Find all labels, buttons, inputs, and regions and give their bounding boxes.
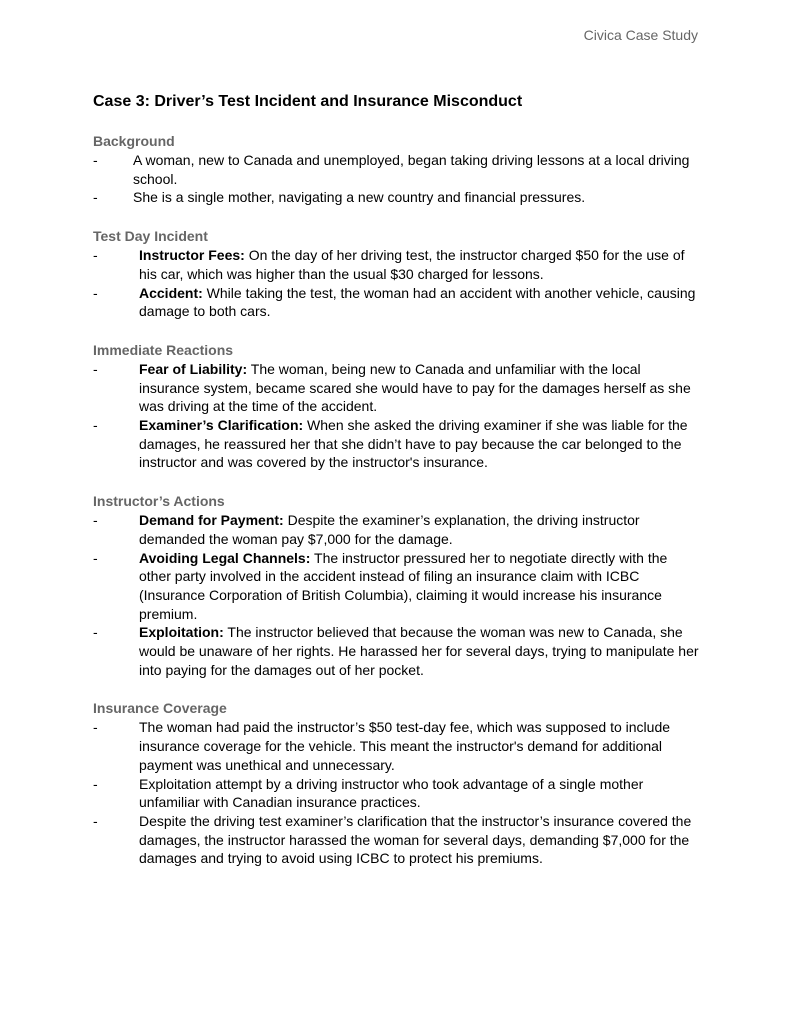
bullet-dash: - xyxy=(93,549,98,566)
page-header-label: Civica Case Study xyxy=(583,27,698,43)
item-text: The instructor believed that because the woman was new to Canada, she would be unaware of her rights. He harassed her for several days, trying to manipulate her into paying for the damages out of her pocket. xyxy=(139,624,699,678)
item-text: Despite the driving test examiner’s clarification that the instructor’s insurance covered the damages, the instructor harassed the woman for several days, demanding $7,000 for the damages and trying to avoid using ICBC to protect his premiums. xyxy=(139,812,692,867)
page-title: Case 3: Driver’s Test Incident and Insurance Misconduct xyxy=(93,93,523,110)
bullet-dash: - xyxy=(93,284,98,301)
item-text: The woman, being new to Canada and unfamiliar with the local insurance system, became scared she would have to pay for the damages herself as she was driving at the time of the accident. xyxy=(139,360,691,415)
list-item xyxy=(93,246,701,283)
item-text: A woman, new to Canada and unemployed, began taking driving lessons at a local driving school. xyxy=(133,152,690,187)
section-immediate-reactions xyxy=(93,341,701,472)
section-test-day-incident xyxy=(93,227,701,321)
item-label: Demand for Payment: xyxy=(139,512,284,529)
item-label: Instructor Fees: xyxy=(139,247,245,264)
document-body xyxy=(93,92,701,868)
bullet-dash: - xyxy=(93,624,98,641)
section-heading: Background xyxy=(93,133,175,149)
bullet-dash: - xyxy=(93,360,98,377)
list-item xyxy=(93,775,701,812)
item-text: When she asked the driving examiner if she was liable for the damages, he reassured her that she didn’t have to pay because the car belonged to the instructor and was covered by the instructor's insurance. xyxy=(139,417,688,471)
bullet-list xyxy=(93,718,701,868)
item-text: The instructor pressured her to negotiate directly with the other party involved in the accident instead of filing an insurance claim with ICBC (Insurance Corporation of British Columbia), claiming it would increase his insurance premium. xyxy=(139,549,668,622)
list-item xyxy=(93,360,701,416)
list-item xyxy=(93,188,701,207)
list-item xyxy=(93,284,701,321)
item-text: On the day of her driving test, the instructor charged $50 for the use of his car, which was higher than the usual $30 charged for lessons. xyxy=(139,247,685,282)
bullet-list xyxy=(93,511,701,679)
section-heading: Insurance Coverage xyxy=(93,700,227,717)
item-label: Accident: xyxy=(139,284,203,301)
bullet-list xyxy=(93,246,701,321)
bullet-list xyxy=(93,151,701,207)
item-text: Exploitation attempt by a driving instructor who took advantage of a single mother unfamiliar with Canadian insurance practices. xyxy=(139,775,644,811)
bullet-dash: - xyxy=(93,417,98,434)
section-insurance-coverage xyxy=(93,699,701,868)
bullet-dash: - xyxy=(93,812,98,829)
item-label: Fear of Liability: xyxy=(139,360,248,377)
list-item xyxy=(93,416,701,472)
item-text: She is a single mother, navigating a new country and financial pressures. xyxy=(133,189,586,206)
item-label: Avoiding Legal Channels: xyxy=(139,549,311,566)
section-heading: Test Day Incident xyxy=(93,228,208,245)
item-label: Examiner’s Clarification: xyxy=(139,417,304,434)
bullet-dash: - xyxy=(93,247,98,264)
bullet-dash: - xyxy=(93,512,98,529)
item-text: The woman had paid the instructor’s $50 test-day fee, which was supposed to include insurance coverage for the vehicle. This meant the instructor's demand for additional payment was unethical and unnecessary. xyxy=(139,719,671,773)
item-text: While taking the test, the woman had an accident with another vehicle, causing damage to both cars. xyxy=(139,284,696,320)
section-heading: Immediate Reactions xyxy=(93,341,234,358)
bullet-dash: - xyxy=(93,189,98,206)
bullet-dash: - xyxy=(93,775,98,792)
list-item xyxy=(93,812,701,868)
item-text: Despite the examiner’s explanation, the driving instructor demanded the woman pay $7,000 for the damage. xyxy=(139,512,640,547)
section-background xyxy=(93,132,701,207)
list-item xyxy=(93,549,701,624)
list-item xyxy=(93,511,701,548)
bullet-dash: - xyxy=(93,719,98,736)
list-item xyxy=(93,151,701,188)
item-label: Exploitation: xyxy=(139,624,224,641)
bullet-list xyxy=(93,360,701,472)
bullet-dash: - xyxy=(93,152,98,168)
list-item xyxy=(93,623,701,679)
section-heading: Instructor’s Actions xyxy=(93,493,225,510)
section-instructor-actions xyxy=(93,492,701,679)
list-item xyxy=(93,718,701,774)
